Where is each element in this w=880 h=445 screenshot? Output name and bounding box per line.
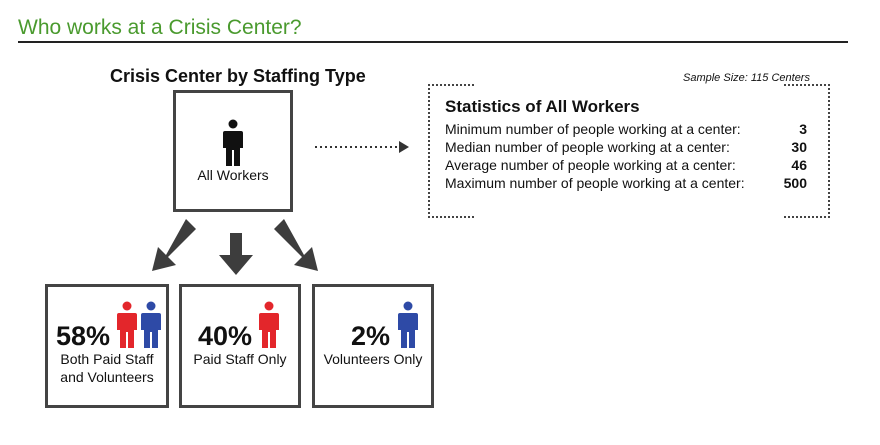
stat-value: 46 xyxy=(791,157,807,173)
sample-size: Sample Size: 115 Centers xyxy=(683,72,810,84)
stats-title: Statistics of All Workers xyxy=(445,97,640,116)
category-label-line: Both Paid Staff xyxy=(60,351,154,367)
title-divider xyxy=(18,41,848,43)
stat-value: 3 xyxy=(799,121,807,137)
stat-label: Maximum number of people working at a center: xyxy=(445,175,745,191)
category-box-volunteers xyxy=(312,284,434,408)
all-workers-box xyxy=(173,90,293,212)
category-label-line: and Volunteers xyxy=(60,369,154,385)
category-box-paid xyxy=(179,284,301,408)
person-blue-icon xyxy=(140,301,162,349)
person-red-icon xyxy=(258,301,280,349)
percent-both: 58% xyxy=(56,321,111,351)
stat-label: Average number of people working at a center: xyxy=(445,157,736,173)
category-label-both xyxy=(48,350,166,386)
category-label-paid: Paid Staff Only xyxy=(193,351,287,367)
stat-label: Median number of people working at a center: xyxy=(445,139,730,155)
percent-paid: 40% xyxy=(198,321,253,351)
arrow-down-left-icon xyxy=(150,215,200,275)
dotted-arrow-icon xyxy=(315,139,410,155)
category-label-volunteers: Volunteers Only xyxy=(323,351,423,367)
stat-value: 30 xyxy=(791,139,807,155)
stat-label: Minimum number of people working at a center: xyxy=(445,121,741,137)
stat-value: 500 xyxy=(783,175,807,191)
percent-volunteers: 2% xyxy=(351,321,391,351)
arrow-down-icon xyxy=(217,233,255,277)
all-workers-label: All Workers xyxy=(197,167,269,183)
diagram-title: Crisis Center by Staffing Type xyxy=(110,66,366,86)
page-title: Who works at a Crisis Center? xyxy=(18,16,302,39)
category-box-both xyxy=(45,284,169,408)
person-red-icon xyxy=(116,301,138,349)
arrow-down-right-icon xyxy=(270,215,320,275)
person-black-icon xyxy=(222,119,244,167)
person-blue-icon xyxy=(397,301,419,349)
